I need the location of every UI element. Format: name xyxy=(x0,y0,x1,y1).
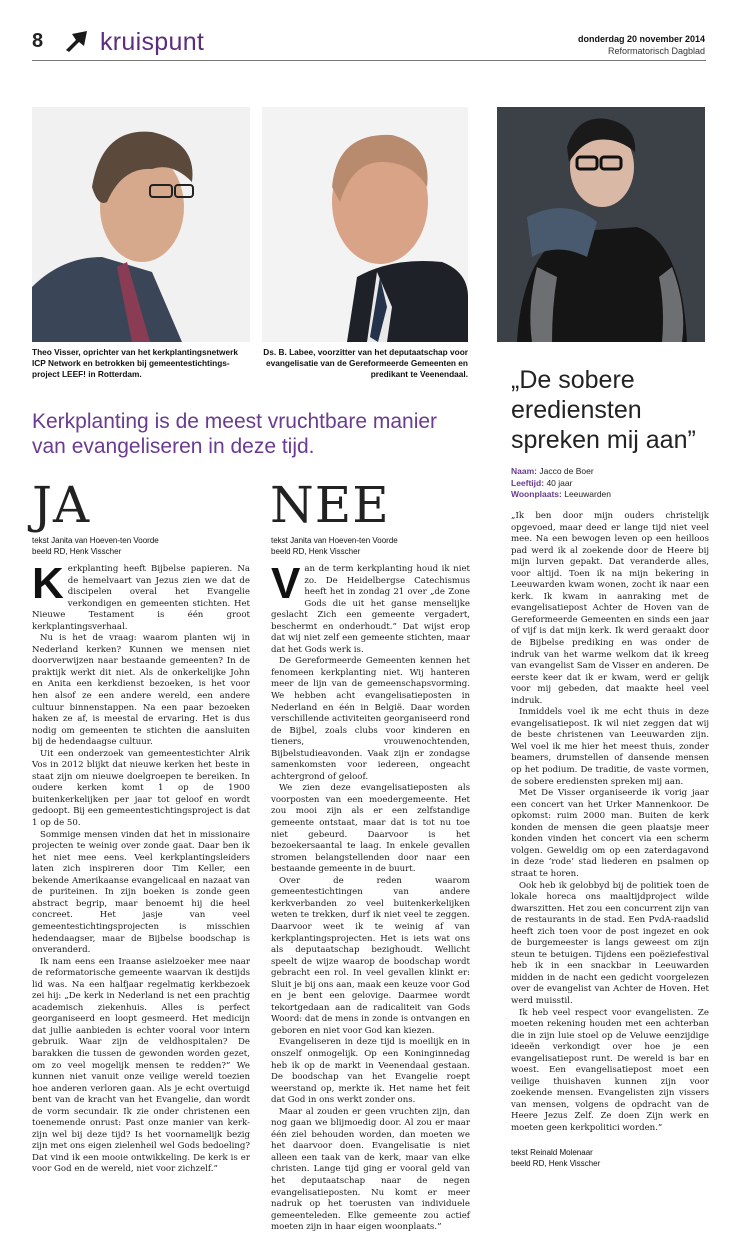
nee-credit-photo: beeld RD, Henk Visscher xyxy=(271,547,361,556)
photo-b-labee xyxy=(262,107,468,342)
nee-drop-cap: V xyxy=(271,559,301,608)
interview-credit-photo: beeld RD, Henk Visscher xyxy=(511,1158,601,1168)
nee-paragraph: Evangeliseren in deze tijd is moeilijk en in onszelf onmogelijk. Op een Koninginnedag heb ik op de markt in Veenendaal gestaan. De boodschap van het Evangelie roept weerstand op, merkte ik. Het name het feit dat God in ons werkt zonder ons. xyxy=(271,1037,470,1106)
caption-theo-visser: Theo Visser, oprichter van het kerkplantingsnetwerk ICP Network en betrokken bij gemeentestichtings-project LEEF! in Rotterdam. xyxy=(32,347,238,379)
ja-paragraph: Sommige mensen vinden dat het in missionaire projecten te weinig over zonde gaat. Daar ben ik het niet mee eens. Veel kerkplantingsleiders laten zich inspireren door Tim Keller, een bekende Amerikaanse evangelicaal en nazaat van de puriteinen. In zijn boeken is zonde geen abstract begrip, maar benoemt hij die heel concreet. Het jasje van veel gemeentestichtingsprojecten is misschien hedendaagser, maar de Bijbelse boodschap is onveranderd. xyxy=(32,829,250,956)
info-name-row xyxy=(511,466,711,478)
photo-jacco-de-boer xyxy=(497,107,705,342)
interview-paragraph: Inmiddels voel ik me echt thuis in deze evangelisatiepost. Ik wil niet zeggen dat wij de beste christenen van Leeuwarden zijn. Wel voel ik me hier het meest thuis, zonder beamers, drumstellen of dansende mensen op het podium. De traditie, de vaste vormen, de sobere erediensten spreken mij aan. xyxy=(511,707,709,787)
interview-paragraph: Ook heb ik gelobbyd bij de politiek toen de lokale horeca ons maaltijdproject wilde dwarszitten. Het zou een concurrent zijn van de restaurants in de stad. Een PvdA-raadslid heeft zich toen voor de post ingezet en ook de burgemeester is langs geweest om zijn steun te betuigen. Tijdens een poëziefestival heb ik in een snackbar in Leeuwarden midden in de nacht een gedicht voorgelezen over de evangelist van Achter de Hoven. Het werd muisstil. xyxy=(511,880,709,1006)
interview-paragraph: „Ik ben door mijn ouders christelijk opgevoed, maar deed er lange tijd niet veel mee. Na een bewogen leven op een heilloos pad werd ik al zoekende door de Heere bij mijn lurven gepakt. Dat veranderde alles, voor altijd. Toen ik na mijn bekering in Leeuwarden kwam wonen, zocht ik naar een kerk. Ik kwam in aanraking met de evangelisatiepost Achter de Hoven van de Gereformeerde Gemeenten en sinds een jaar of vijf is dat mijn kerk. Ik werd geraakt door de Bijbelse prediking en was onder de indruk van het warme welkom dat ik kreeg van evangelist Sam de Visser en anderen. De eerste keer dat ik er kwam, werd er gelijk voor mij gebeden, dat maakte heel veel indruk. xyxy=(511,511,709,706)
ja-paragraph-1: Kerkplanting heeft Bijbelse papieren. Na de hemelvaart van Jezus zien we dat de discipelen overal het Evangelie verkondigen en gemeenten stichten. Het Nieuwe Testament is één groot kerkplantingsverhaal. xyxy=(32,559,250,632)
ja-drop-cap: K xyxy=(32,559,64,608)
ja-paragraph: Uit een onderzoek van gemeentestichter Alrik Vos in 2012 blijkt dat nieuwe kerken het beste in staat zijn om nieuwe doelgroepen te bereiken. In oudere kerken komt 1 op de 1900 buitenkerkelijken per jaar tot geloof en wordt gedoopt. Bij een gemeentestichtingsproject is dat 1 op de 50. xyxy=(32,748,250,829)
interview-article xyxy=(511,511,709,1169)
info-age-label: Leeftijd: xyxy=(511,477,545,488)
nee-paragraph: Over de reden waarom gemeentestichtingen van andere kerkverbanden zo veel buitenkerkelijken weten te trekken, durf ik niet veel te zeggen. Daarvoor weet ik te weinig af van kerkplantingsprojecten. Het is iets wat ons als deputaatschap bezighoudt. Wellicht speelt de wijze waarop de boodschap wordt gebracht een rol. In veel gevallen klinkt er: Sluit je bij ons aan, maak een keuze voor God en je bent een gelovige. Daarmee wordt tekortgedaan aan de radicaliteit van Gods Woord: dat de mens in zonde is ontvangen en geboren en niet voor God kan kiezen. xyxy=(271,875,470,1036)
info-age: 40 jaar xyxy=(546,477,573,488)
nee-paragraph: Maar al zouden er geen vruchten zijn, dan nog gaan we blijmoedig door. Al zou er maar één ziel behouden worden, dan moeten we het daarvoor doen. Evangelisatie is niet alleen een taak van de kerk, maar van elke christen. Lange tijd ging er vooral geld van het deputaatschap naar de negen evangelisatieposten. Nu komt er meer nadruk op het toerusten van individuele gemeenteleden. Elke gemeente zou actief moeten zijn in haar eigen woonplaats.” xyxy=(271,1106,470,1233)
date: donderdag 20 november 2014 xyxy=(577,34,705,44)
info-age-row xyxy=(511,478,711,490)
ja-paragraph: Ik nam eens een Iraanse asielzoeker mee naar de reformatorische gemeente waarvan ik destijds lid was. Na een halfjaar regelmatig kerkbezoek zei hij: „De kerk in Nederland is net een prachtig academisch ziekenhuis. Alles is perfect georganiseerd en loopt gesmeerd. Het medicijn dat jullie aanbieden is echter vooral voor intern gebruik. Waar zijn de veldhospitalen? De barakken die tussen de gewonden worden gezet, om zo veel mogelijk mensen te redden?” We kunnen niet vanuit onze veilige wereld toezien hoe anderen verloren gaan. Als je echt overtuigd bent van de kracht van het Evangelie, dan wordt de vorm secundair. Ik zie onder christenen een toenemende onrust: Past onze manier van kerk-zijn wel bij deze tijd? Is het voornamelijk bezig zijn met ons eigen zielenheil wel Gods bedoeling? Dat vind ik een mooie ontwikkeling. De kerk is er voor God en de wereld, niet voor zichzelf.” xyxy=(32,956,250,1175)
info-name: Jacco de Boer xyxy=(539,466,594,476)
info-place-row xyxy=(511,489,711,501)
page-number: 8 xyxy=(32,30,44,52)
photo-theo-visser xyxy=(32,107,250,342)
nee-paragraph: We zien deze evangelisatieposten als voorposten van een moedergemeente. Het zou mooi zijn als er een zelfstandige gemeente ontstaat, maar dat is tot nu toe niet gebeurd. Daarvoor is het bezoekersaantal te laag. In enkele gevallen stromen belangstellenden door naar een bestaande gemeente in de buurt. xyxy=(271,783,470,875)
info-name-label: Naam: xyxy=(511,466,537,476)
info-place: Leeuwarden xyxy=(564,489,612,499)
ja-heading: JA xyxy=(32,476,91,534)
info-place-label: Woonplaats: xyxy=(511,489,562,499)
interviewee-info xyxy=(511,466,711,501)
interview-credits xyxy=(511,1147,709,1169)
interview-credit-text: tekst Reinald Molenaar xyxy=(511,1147,593,1157)
nee-credit-text: tekst Janita van Hoeven-ten Voorde xyxy=(271,536,398,545)
debate-headline: Kerkplanting is de meest vruchtbare manier van evangeliseren in deze tijd. xyxy=(32,410,438,458)
publication-name: Reformatorisch Dagblad xyxy=(607,46,705,56)
interview-paragraph: Met De Visser organiseerde ik vorig jaar een concert van het Urker Mannenkoor. De opkomst: ruim 2000 man. Buiten de kerk konden de mensen die geen plaatsje meer konden vinden het concert via een scherm volgen. Geweldig om op een zaterdagavond in deze ‘rode’ stad liederen en psalmen op straat te horen. xyxy=(511,788,709,879)
nee-paragraph-1: Van de term kerkplanting houd ik niet zo. De Heidelbergse Catechismus heeft het in zondag 21 over „de Zone Gods die uit het ganse menselijke geslacht Zich een gemeente vergadert, beschermt en onderhoudt.” Dat wijst erop dat wij niet zelf een gemeente stichten, maar dat het Gods werk is. xyxy=(271,559,470,655)
nee-heading: NEE xyxy=(270,476,390,534)
ja-article xyxy=(32,559,250,1176)
ja-paragraph: Nu is het de vraag: waarom planten wij in Nederland kerken? Kunnen we mensen niet doorverwijzen naar bestaande gemeenten? In de praktijk werkt dit niet. Als de onkerkelijke John en Anita een kerkdienst bezoeken, is het voor hen alsof ze een andere wereld, een andere cultuur binnenstappen. Na een paar bezoeken haken ze af, is meestal de ervaring. Het is dus nodig om gemeenten te stichten die aansluiten bij de hedendaagse cultuur. xyxy=(32,633,250,748)
dateline xyxy=(578,33,705,57)
ja-credits xyxy=(32,535,159,557)
section-title: kruispunt xyxy=(100,28,205,56)
pull-quote: „De sobere erediensten spreken mij aan” xyxy=(511,366,696,454)
nee-paragraph: De Gereformeerde Gemeenten kennen het fenomeen kerkplanting niet. Wij hanteren meer de lijn van de gemeenschapsvorming. We hebben acht evangelisatieposten in Nederland en één in België. Daar worden verschillende activiteiten georganiseerd rond de Bijbel, zoals clubs voor kinderen en tieners, vrouwenochtenden, Bijbelstudieavonden. Vaak zijn er zondagse samenkomsten voor iedereen, ongeacht achtergrond of geloof. xyxy=(271,656,470,782)
ja-credit-text: tekst Janita van Hoeven-ten Voorde xyxy=(32,536,159,545)
kruispunt-arrow-icon xyxy=(62,28,92,54)
nee-credits xyxy=(271,535,398,557)
header-rule xyxy=(32,60,706,61)
ja-credit-photo: beeld RD, Henk Visscher xyxy=(32,547,122,556)
caption-b-labee: Ds. B. Labee, voorzitter van het deputaatschap voor evangelisatie van de Gereformeerde Gemeenten en predikant te Veenendaal. xyxy=(263,347,468,379)
nee-article xyxy=(271,559,470,1234)
interview-paragraph: Ik heb veel respect voor evangelisten. Ze moeten rekening houden met een achterban die in zijn luie stoel op de Veluwe eenzijdige ideeën verkondigt over hoe je een evangelisatiepost runt. De wereld is bar en woest. Een evangelisatiepost moet een veilige thuishaven kunnen zijn voor zoekende mensen. Evangelisten zijn vissers van mensen, volgens de opdracht van de Heere Jezus Zelf. Ze doen Zijn werk en moeten geen kerkpolitici worden.” xyxy=(511,1007,709,1133)
